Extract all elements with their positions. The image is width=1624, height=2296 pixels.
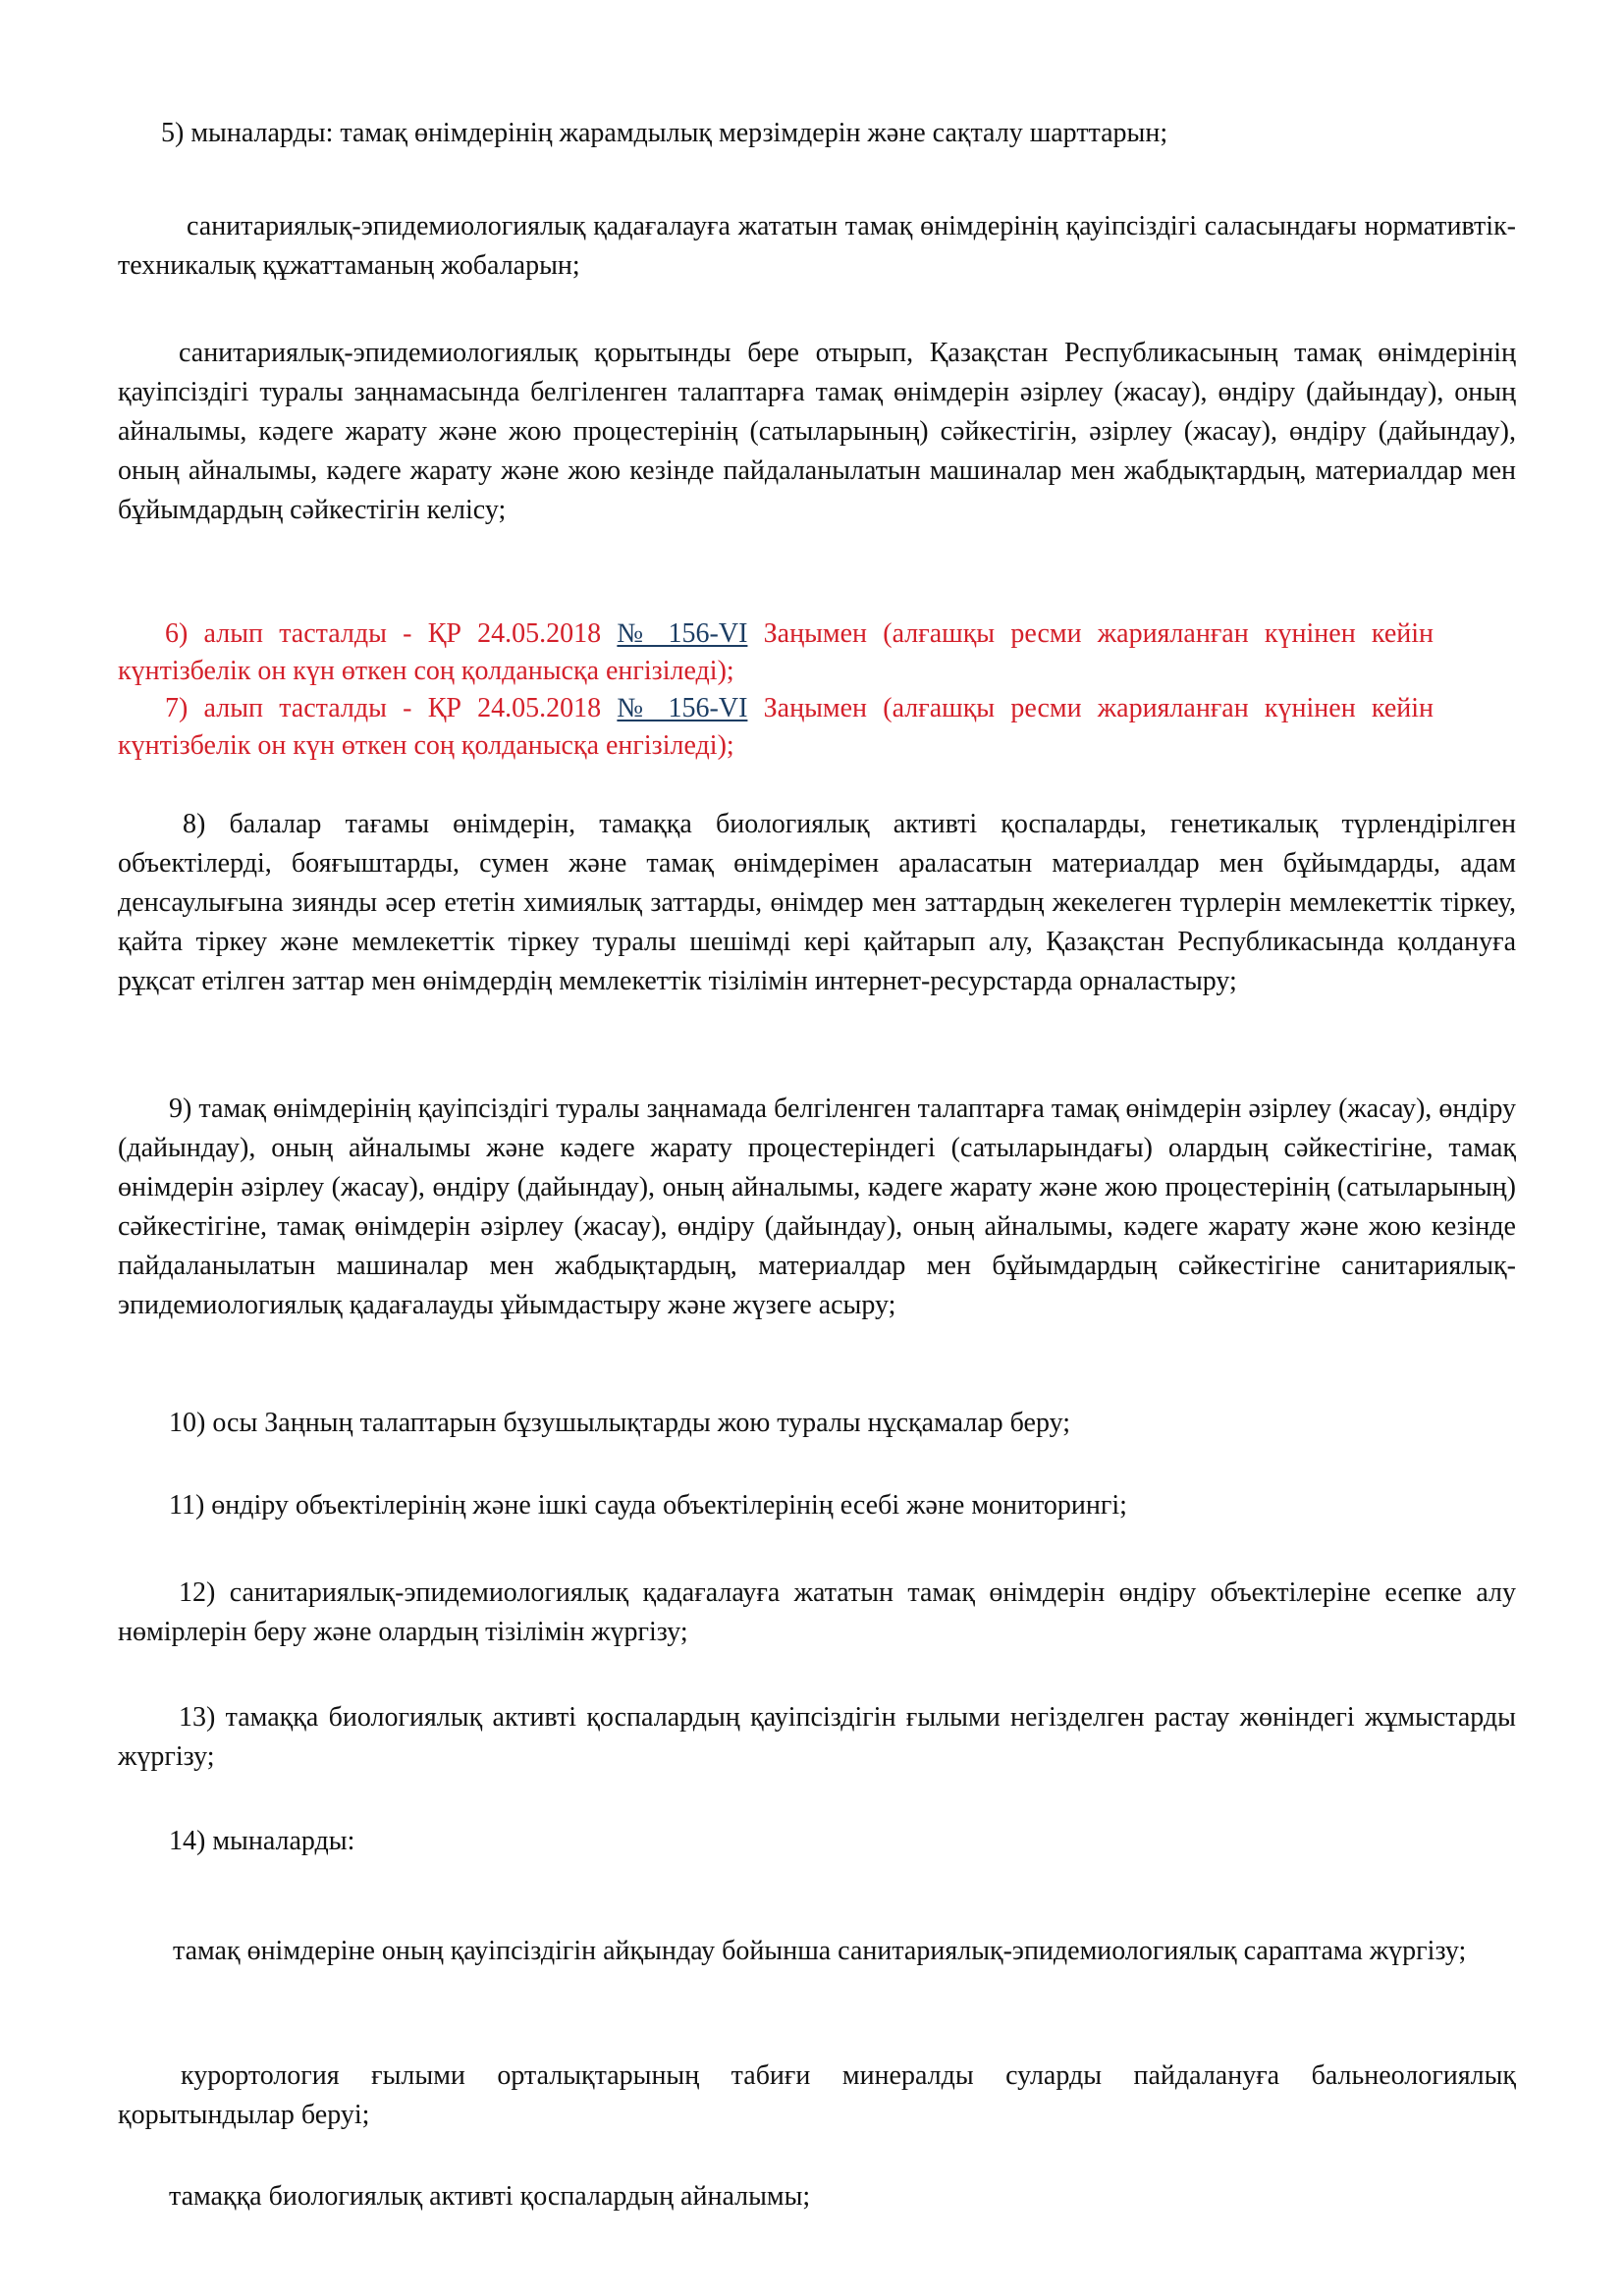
paragraph-item-9: 9) тамақ өнімдерінің қауіпсіздігі туралы заңнамада белгіленген талаптарға тамақ өнімдерін әзірлеу (жасау), өндіру (дайындау), оның айналымы және кәдеге жарату процестеріндегі (сатыларындағы) олардың сәйкестігіне, тамақ өнімдерін әзірлеу (жасау), өндіру (дайындау), оның айналымы, кәдеге жарату және жою процестерінің (сатыларының) сәйкестігіне, тамақ өнімдерін әзірлеу (жасау), өндіру (дайындау), оның айналымы, кәдеге жарату және жою кезінде пайдаланылатын машиналар мен жабдықтардың, материалдар мен бұйымдардың сәйкестігіне санитариялық-эпидемиологиялық қадағалауды ұйымдастыру және жүзеге асыру; <box>118 1094 1516 1320</box>
amendment-suffix: Заңымен (алғашқы ресми жарияланған күнінен кейін күнтізбелік он күн өткен соң қолданысқа енгізіледі); <box>118 693 1435 761</box>
law-link[interactable]: № 156-VI <box>617 618 748 649</box>
amendment-item-6 <box>118 615 1434 690</box>
paragraph-sanitary-conclusion: санитариялық-эпидемиологиялық қорытынды бере отырып, Қазақстан Республикасының тамақ өнімдерінің қауіпсіздігі туралы заңнамасында белгіленген талаптарға тамақ өнімдерін әзірлеу (жасау), өндіру (дайындау), оның айналымы, кәдеге жарату және жою процестерінің (сатыларының) сәйкестігін, әзірлеу (жасау), өндіру (дайындау), оның айналымы, кәдеге жарату және жою кезінде пайдаланылатын машиналар мен жабдықтардың, материалдар мен бұйымдардың сәйкестігін келісу; <box>118 338 1516 525</box>
paragraph-supplements-circulation: тамаққа биологиялық активті қоспалардың айналымы; <box>169 2181 811 2212</box>
amendment-prefix: 7) алып тасталды - ҚР 24.05.2018 <box>165 693 618 723</box>
paragraph-item-12: 12) санитариялық-эпидемиологиялық қадағалауға жататын тамақ өнімдерін өндіру объектілеріне есепке алу нөмірлерін беру және олардың тізілімін жүргізу; <box>118 1577 1516 1647</box>
paragraph-item-11: 11) өндіру объектілерінің және ішкі сауда объектілерінің есебі және мониторингі; <box>169 1490 1127 1521</box>
paragraph-item-10: 10) осы Заңның талаптарын бұзушылықтарды жою туралы нұсқамалар беру; <box>169 1408 1071 1438</box>
amendment-prefix: 6) алып тасталды - ҚР 24.05.2018 <box>165 618 618 649</box>
amendment-suffix: Заңымен (алғашқы ресми жарияланған күнінен кейін күнтізбелік он күн өткен соң қолданысқа енгізіледі); <box>118 618 1435 686</box>
paragraph-draft-documents: санитариялық-эпидемиологиялық қадағалауға жататын тамақ өнімдерінің қауіпсіздігі саласындағы нормативтік-техникалық құжаттаманың жобаларын; <box>118 211 1516 281</box>
paragraph-expertise: тамақ өнімдеріне оның қауіпсіздігін айқындау бойынша санитариялық-эпидемиологиялық сараптама жүргізу; <box>173 1936 1467 1966</box>
law-link[interactable]: № 156-VI <box>617 693 748 723</box>
amendment-item-7 <box>118 690 1434 765</box>
paragraph-item-14: 14) мыналарды: <box>169 1826 355 1856</box>
paragraph-item-13: 13) тамаққа биологиялық активті қоспалардың қауіпсіздігін ғылыми негізделген растау жөніндегі жұмыстарды жүргізу; <box>118 1702 1516 1772</box>
paragraph-balneological: курортология ғылыми орталықтарының табиғи минералды суларды пайдалануға бальнеологиялық қорытындылар беруі; <box>118 2060 1516 2130</box>
paragraph-item-8: 8) балалар тағамы өнімдерін, тамаққа биологиялық активті қоспаларды, генетикалық түрлендірілген объектілерді, бояғыштарды, сумен және тамақ өнімдерімен араласатын материалдар мен бұйымдарды, адам денсаулығына зиянды әсер ететін химиялық заттарды, өнімдер мен заттардың жекелеген түрлерін мемлекеттік тіркеу, қайта тіркеу және мемлекеттік тіркеу туралы шешімді кері қайтарып алу, Қазақстан Республикасында қолдануға рұқсат етілген заттар мен өнімдердің мемлекеттік тізілімін интернет-ресурстарда орналастыру; <box>118 809 1516 996</box>
paragraph-item-5: 5) мыналарды: тамақ өнімдерінің жарамдылық мерзімдерін және сақталу шарттарын; <box>161 118 1168 148</box>
